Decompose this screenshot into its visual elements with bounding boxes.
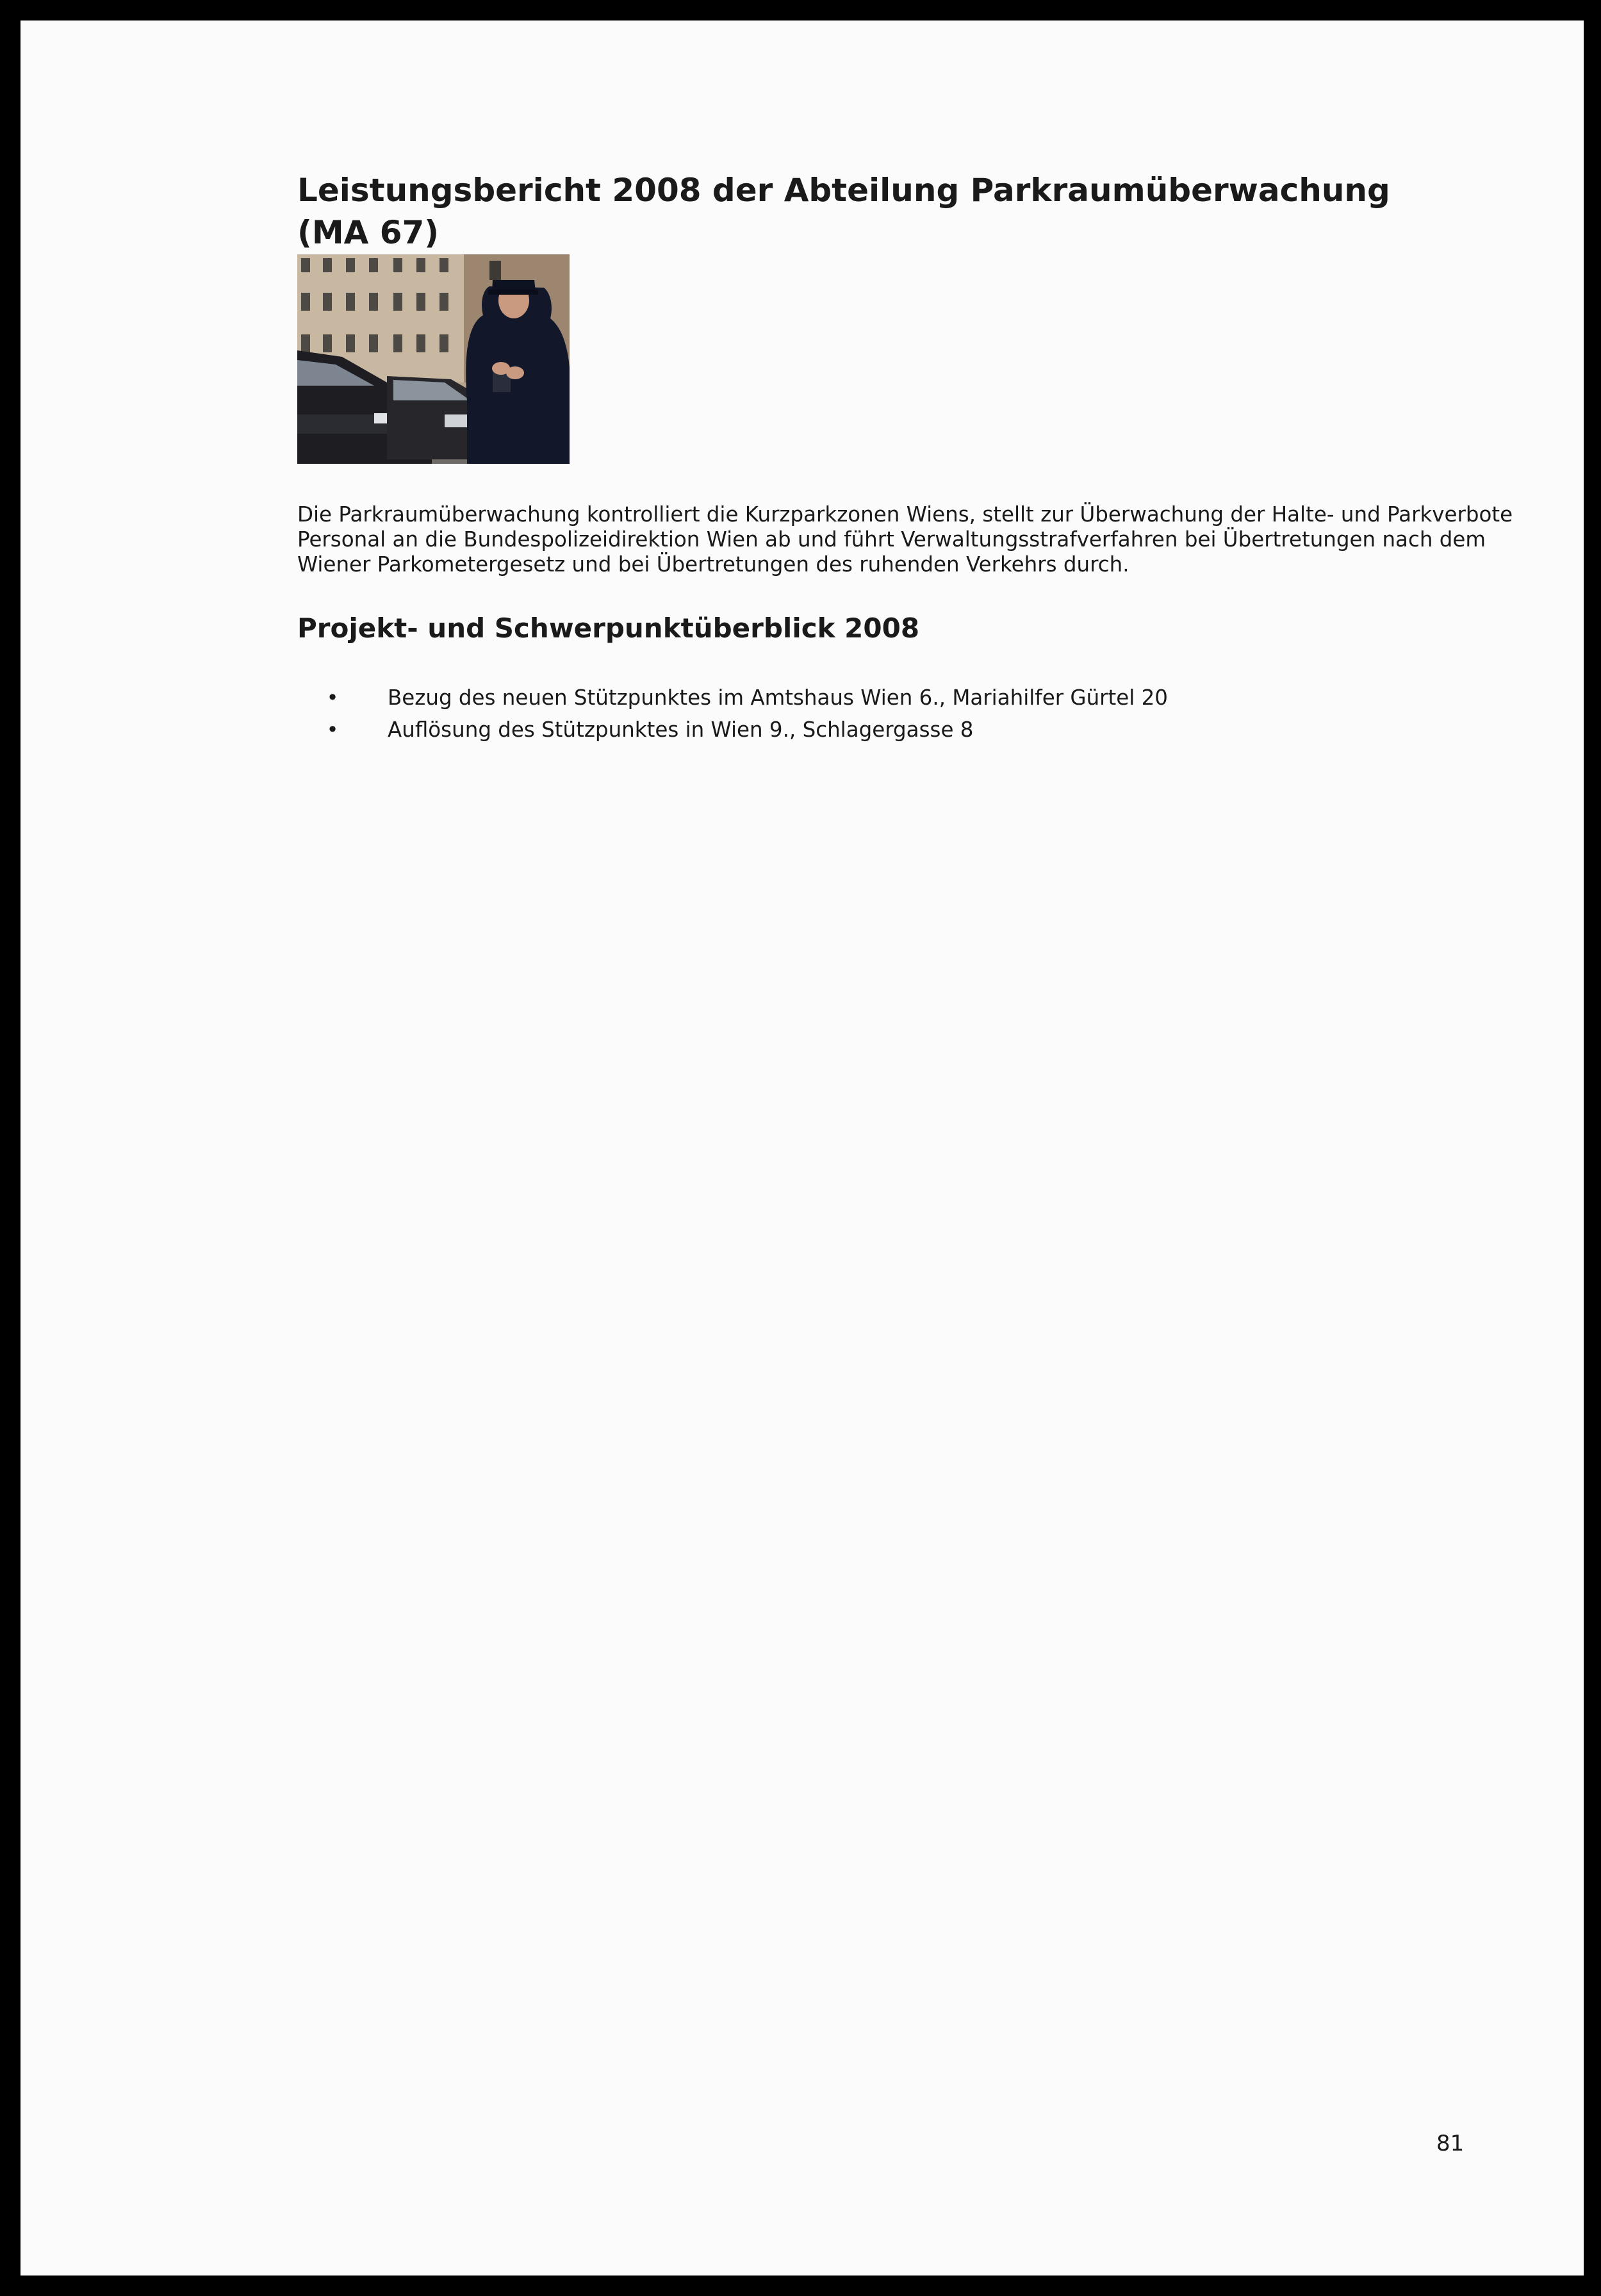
bullet-icon: • [326, 685, 339, 710]
parking-officer-photo [297, 254, 570, 464]
bullet-list [297, 682, 1450, 746]
page-number: 81 [1436, 2131, 1465, 2156]
bullet-icon: • [326, 718, 339, 742]
document-page [21, 20, 1584, 2276]
intro-paragraph: Die Parkraumüberwachung kontrolliert die Kurzparkzonen Wiens, stellt zur Überwachung der Halte- und Parkverbote Personal an die Bundespolizeidirektion Wien ab und führt Verwaltungsstrafverfahren bei Übertretungen nach dem Wiener Parkometergesetz und bei Übertretungen des ruhenden Verkehrs durch. [297, 502, 1513, 577]
list-item [297, 714, 1450, 746]
list-item [297, 682, 1450, 714]
list-item-text: Auflösung des Stützpunktes in Wien 9., Schlagergasse 8 [388, 718, 974, 742]
list-item-text: Bezug des neuen Stützpunktes im Amtshaus Wien 6., Mariahilfer Gürtel 20 [388, 685, 1168, 710]
page-title: Leistungsbericht 2008 der Abteilung Parkraumüberwachung (MA 67) [297, 172, 1390, 251]
section-heading: Projekt- und Schwerpunktüberblick 2008 [297, 612, 920, 644]
